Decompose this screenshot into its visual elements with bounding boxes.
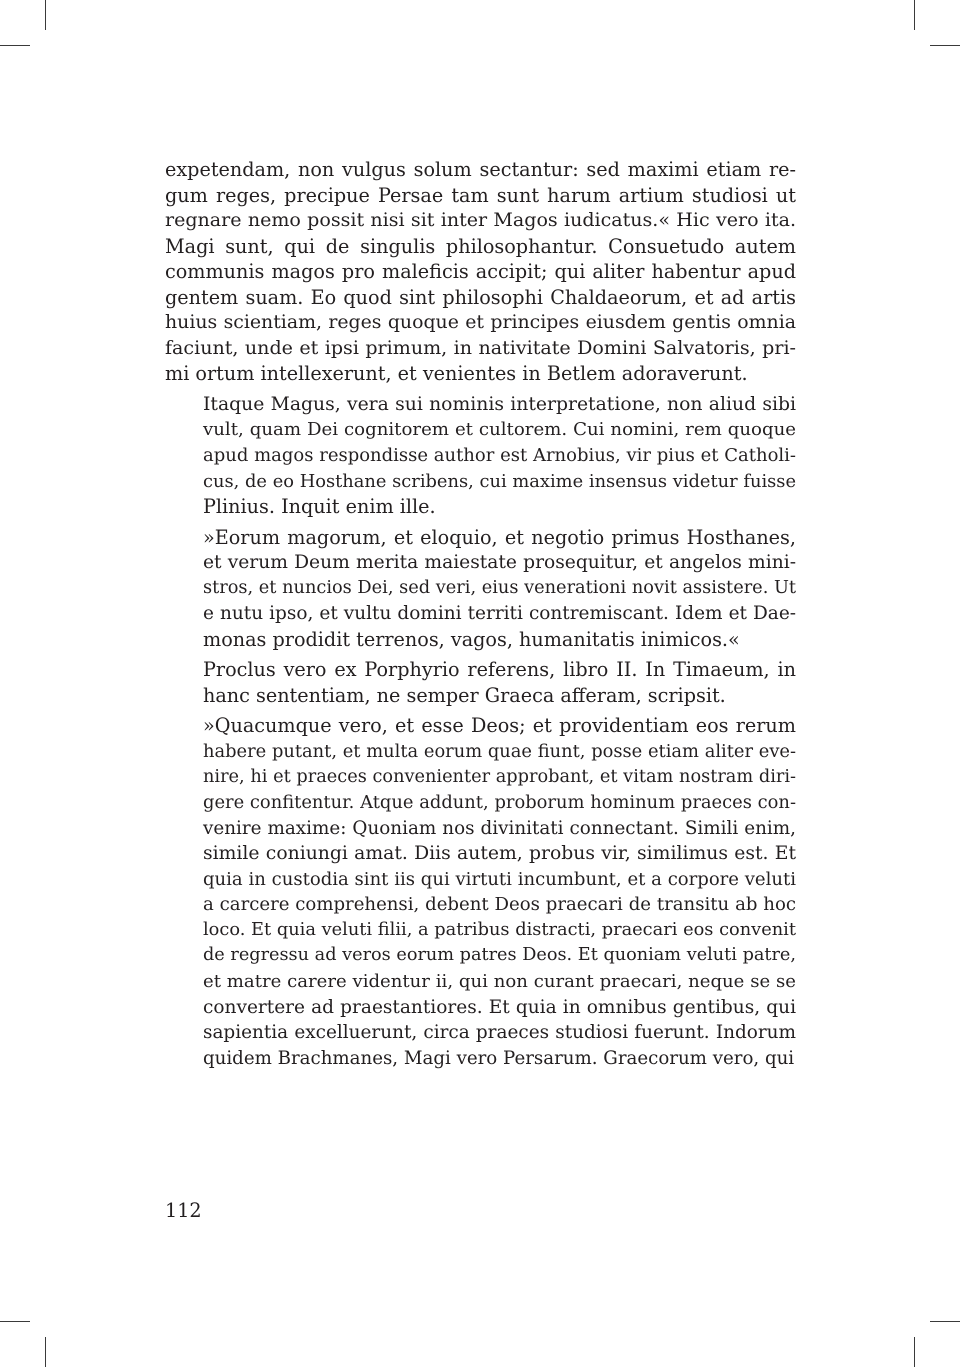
text-line: gum reges, precipue Persae tam sunt harum artium studiosi ut: [165, 183, 796, 207]
text-line: Plinius. Inquit enim ille.: [203, 495, 436, 519]
text-line: monas prodidit terrenos, vagos, humanitatis inimicos.«: [203, 627, 740, 651]
crop-mark-bottom-right-vertical: [914, 1337, 915, 1367]
text-line: sapientia excelluerunt, circa praeces studiosi fuerunt. Indorum: [203, 1022, 796, 1044]
body-text: [165, 157, 796, 1071]
text-line: stros, et nuncios Dei, sed veri, eius venerationi novit assistere. Ut: [203, 577, 797, 598]
text-line: mi ortum intellexerunt, et venientes in Betlem adoraverunt.: [165, 362, 748, 386]
crop-mark-bottom-right-horizontal: [930, 1321, 960, 1322]
text-line: vult, quam Dei cognitorem et cultorem. Cui nomini, rem quoque: [203, 419, 796, 441]
text-line: communis magos pro maleficis accipit; qui aliter habentur apud: [165, 260, 796, 284]
text-line: convertere ad praestantiores. Et quia in omnibus gentibus, qui: [203, 996, 796, 1018]
text-line: Proclus vero ex Porphyrio referens, libro II. In Timaeum, in: [203, 658, 796, 682]
crop-mark-top-right-horizontal: [930, 45, 960, 46]
crop-mark-top-left-horizontal: [0, 45, 30, 46]
paragraph: [165, 657, 796, 708]
text-line: Magi sunt, qui de singulis philosophantur. Consuetudo autem: [165, 234, 796, 258]
text-line: quidem Brachmanes, Magi vero Persarum. Graecorum vero, qui: [203, 1047, 795, 1069]
crop-mark-bottom-left-vertical: [45, 1337, 46, 1367]
text-line: venire maxime: Quoniam nos divinitati connectant. Simili enim,: [203, 817, 796, 839]
text-line: regnare nemo possit nisi sit inter Magos iudicatus.« Hic vero ita.: [165, 209, 796, 232]
paragraph: [165, 157, 796, 387]
text-line: e nutu ipso, et vultu domini territi contremiscant. Idem et Dae-: [203, 603, 796, 625]
text-line: »Eorum magorum, et eloquio, et negotio primus Hosthanes,: [203, 525, 796, 549]
crop-mark-top-left-vertical: [45, 0, 46, 30]
text-line: simile coniungi amat. Diis autem, probus vir, similimus est. Et: [203, 843, 796, 865]
text-line: et matre carere videntur ii, qui non curant praecari, neque se se: [203, 970, 796, 992]
paragraph: [165, 392, 796, 520]
text-line: quia in custodia sint iis qui virtuti incumbunt, et a corpore veluti: [203, 868, 796, 890]
text-line: gentem suam. Eo quod sint philosophi Chaldaeorum, et ad artis: [165, 285, 796, 309]
text-line: apud magos respondisse author est Arnobius, vir pius et Catholi-: [203, 445, 796, 467]
crop-mark-bottom-left-horizontal: [0, 1321, 30, 1322]
text-line: nire, hi et praeces convenienter approbant, et vitam nostram diri-: [203, 766, 796, 787]
text-line: expetendam, non vulgus solum sectantur: sed maximi etiam re-: [165, 158, 796, 181]
page-number: 112: [165, 1199, 202, 1222]
text-line: cus, de eo Hosthane scribens, cui maxime insensus videtur fuisse: [203, 470, 796, 492]
text-line: Itaque Magus, vera sui nominis interpretatione, non aliud sibi: [203, 393, 796, 415]
text-line: gere confitentur. Atque addunt, proborum hominum praeces con-: [203, 792, 796, 814]
text-line: hanc sententiam, ne semper Graeca afferam, scripsit.: [203, 683, 726, 707]
text-line: habere putant, et multa eorum quae fiunt, posse etiam aliter eve-: [203, 741, 796, 763]
paragraph: [165, 713, 796, 1071]
text-line: huius scientiam, reges quoque et principes eiusdem gentis omnia: [165, 311, 796, 334]
text-line: »Quacumque vero, et esse Deos; et providentiam eos rerum: [203, 714, 796, 738]
text-line: de regressu ad veros eorum patres Deos. Et quoniam veluti patre,: [203, 945, 796, 966]
crop-mark-top-right-vertical: [914, 0, 915, 30]
text-line: faciunt, unde et ipsi primum, in nativitate Domini Salvatoris, pri-: [165, 336, 796, 359]
text-line: et verum Deum merita maiestate prosequitur, et angelos mini-: [203, 552, 796, 574]
paragraph: [165, 525, 796, 653]
text-line: a carcere comprehensi, debent Deos praecari de transitu ab hoc: [203, 894, 796, 916]
text-line: loco. Et quia veluti filii, a patribus distracti, praecari eos convenit: [203, 919, 796, 940]
